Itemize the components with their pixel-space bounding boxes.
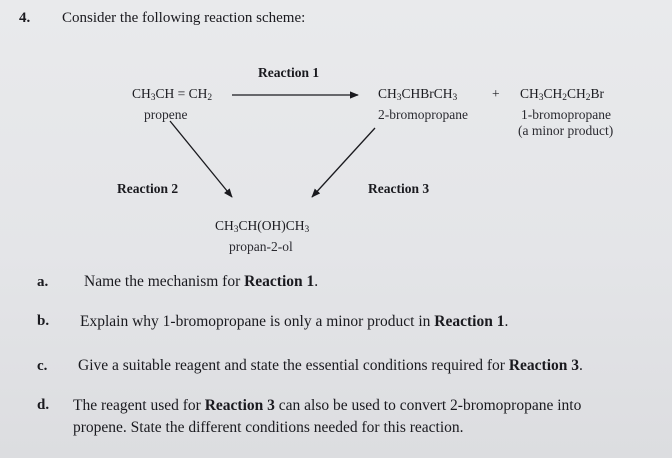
question-number: 4. bbox=[19, 10, 31, 26]
propene-formula: $CH_3CH = CH_2$ bbox=[132, 86, 213, 103]
part-d-text: The reagent used for Reaction 3 can also be used to convert 2-bromopropane into bbox=[73, 397, 582, 414]
question-intro: Consider the following reaction scheme: bbox=[62, 10, 306, 26]
bromo1-name: 1-bromopropane bbox=[521, 107, 611, 122]
bromo2-formula: $CH_3CHBrCH_3$ bbox=[378, 86, 458, 103]
part-a-text: Name the mechanism for Reaction 1. bbox=[84, 273, 319, 290]
bromo1-formula: $CH_3CH_2CH_2Br$ bbox=[520, 86, 604, 103]
part-b-text: Explain why 1-bromopropane is only a minor product in Reaction 1. bbox=[80, 313, 509, 330]
reaction2-label: Reaction 2 bbox=[117, 181, 179, 196]
reaction3-label: Reaction 3 bbox=[368, 181, 430, 196]
reaction1-label: Reaction 1 bbox=[258, 65, 320, 80]
propene-name: propene bbox=[144, 107, 188, 122]
propanol-formula: $CH_3CH(OH)CH_3$ bbox=[215, 218, 310, 235]
part-b-label: b. bbox=[37, 313, 50, 329]
part-d-text-line2: propene. State the different conditions needed for this reaction. bbox=[73, 419, 464, 436]
part-a-label: a. bbox=[37, 274, 49, 290]
bromo2-name: 2-bromopropane bbox=[378, 107, 468, 122]
bromo1-note: (a minor product) bbox=[518, 123, 614, 138]
propanol-name: propan-2-ol bbox=[229, 239, 293, 254]
reaction3-arrow bbox=[312, 128, 375, 197]
plus-sign: + bbox=[492, 86, 500, 101]
part-c-label: c. bbox=[37, 358, 48, 374]
part-d-label: d. bbox=[37, 397, 50, 413]
part-c-text: Give a suitable reagent and state the essential conditions required for Reaction 3. bbox=[78, 357, 583, 374]
reaction2-arrow bbox=[170, 121, 232, 197]
